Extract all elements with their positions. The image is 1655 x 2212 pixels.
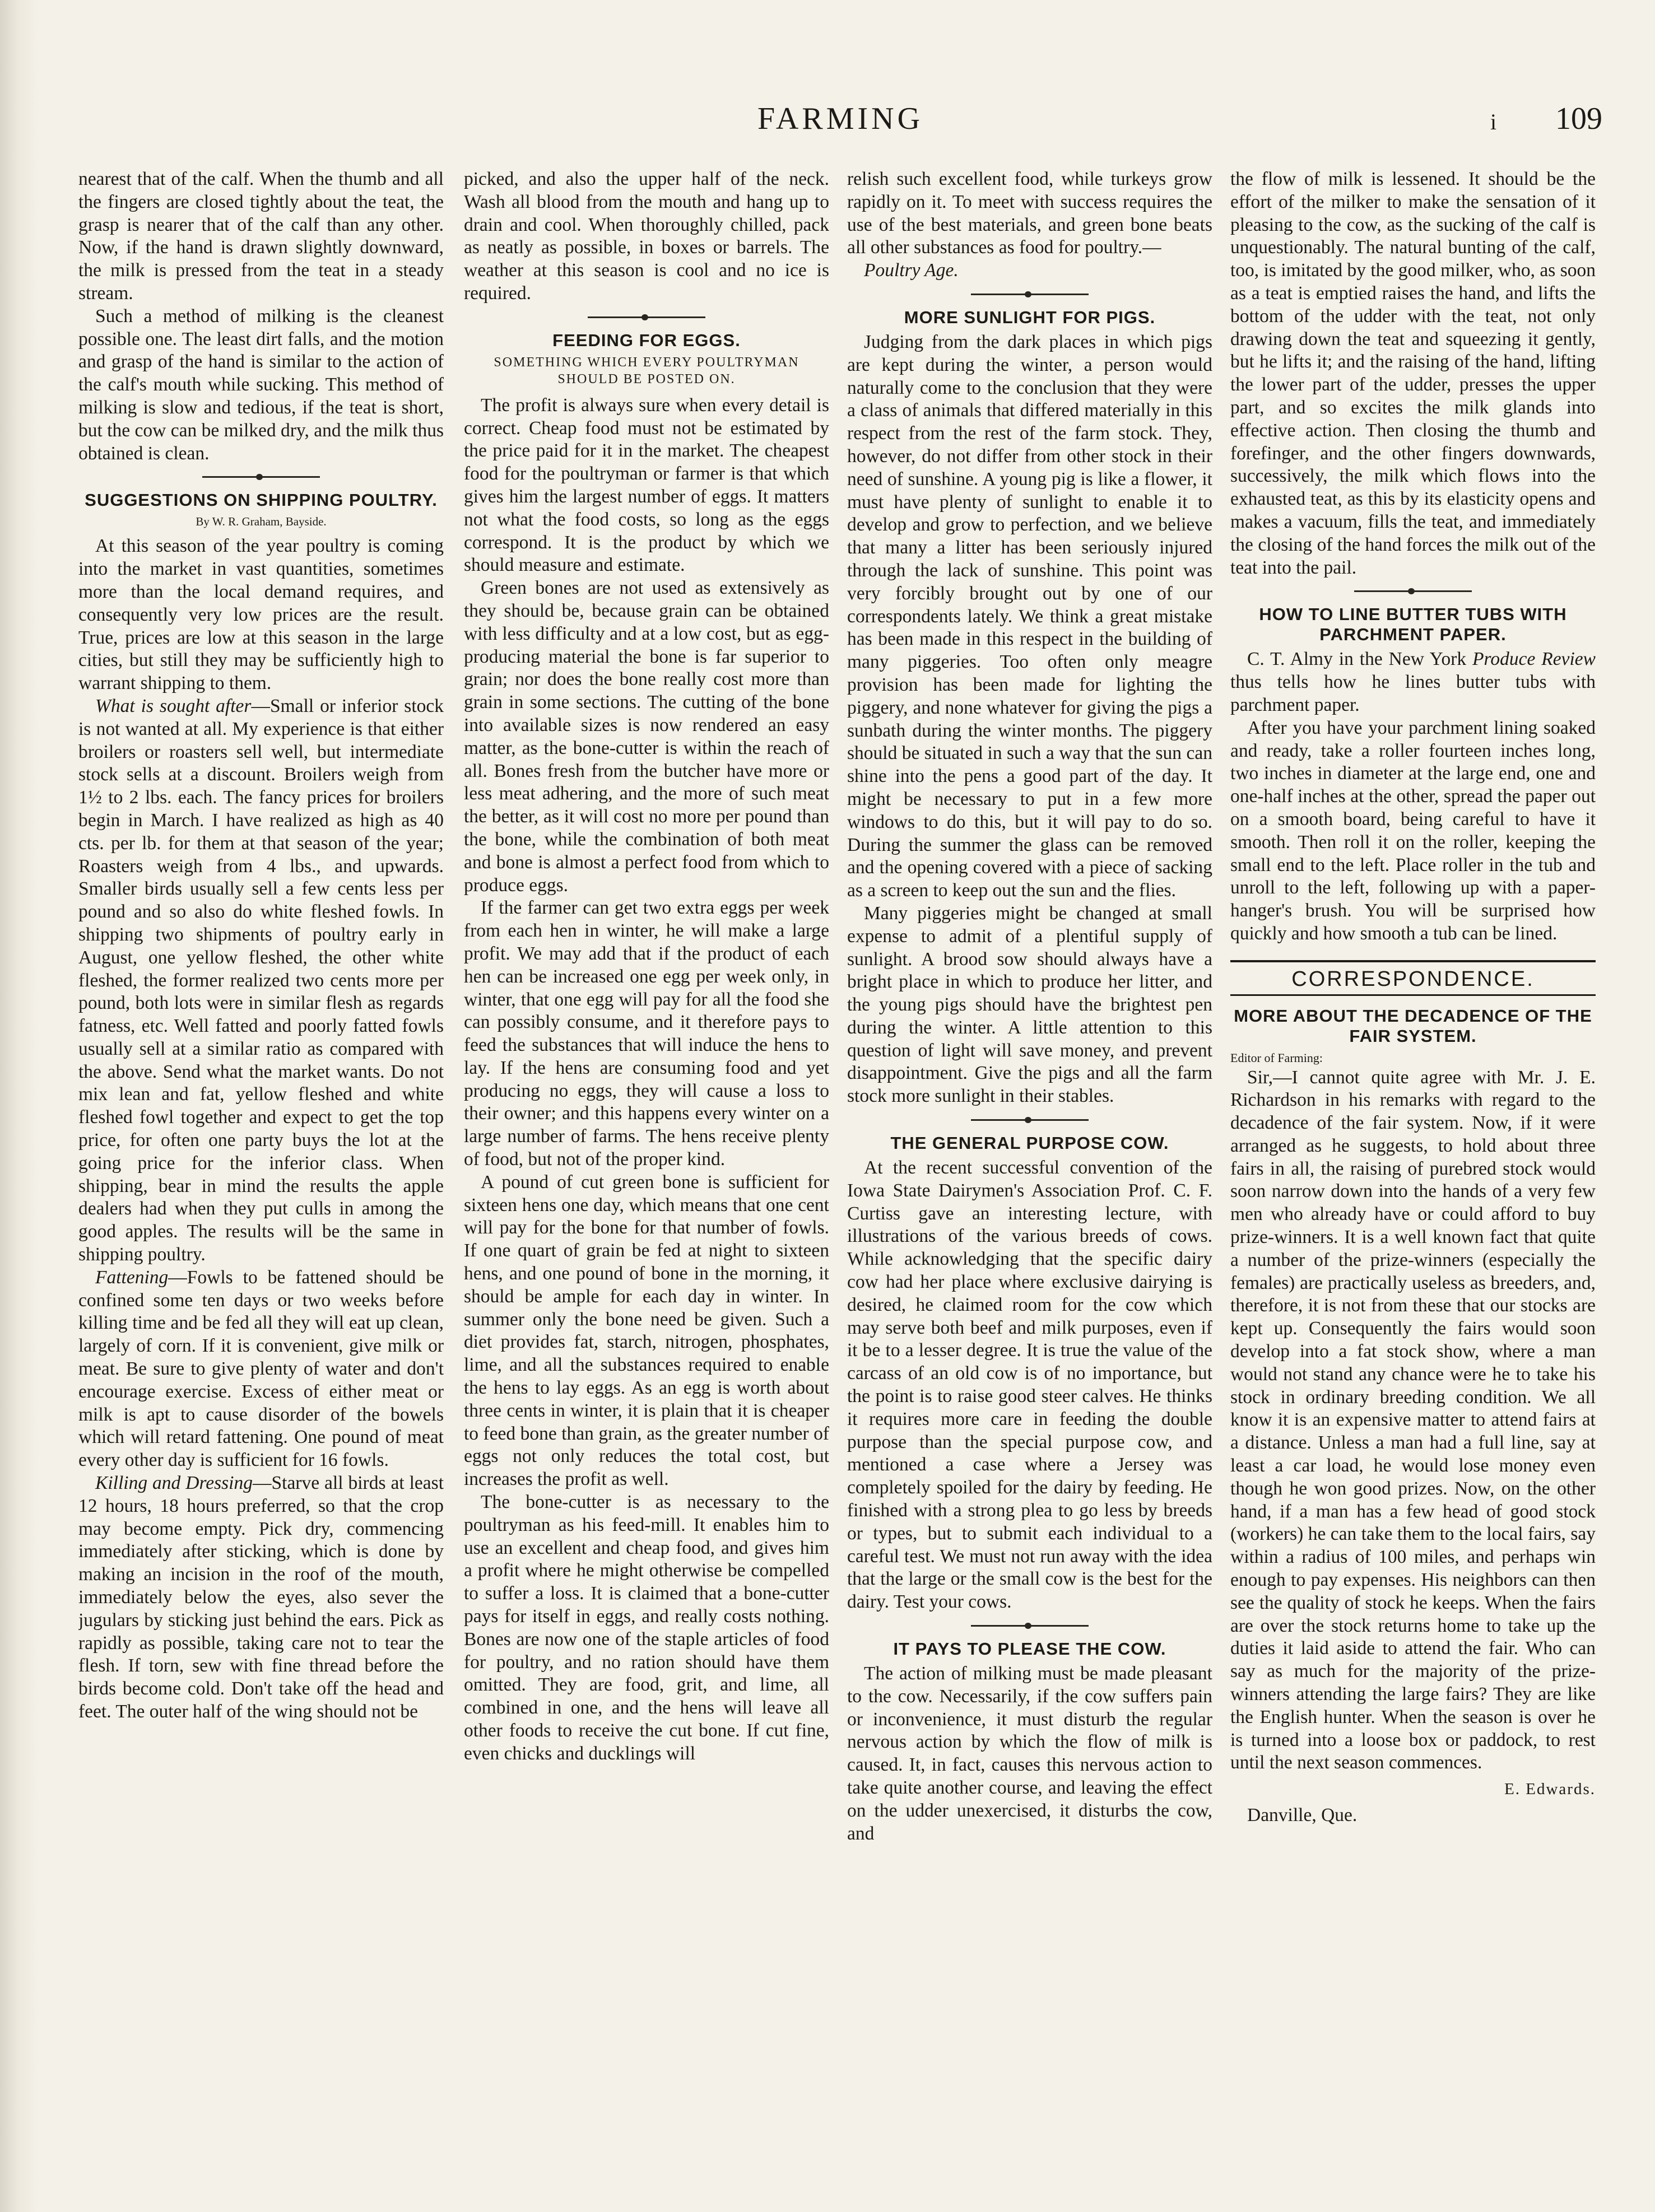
source-title: Poultry Age. (864, 260, 959, 281)
paragraph: If the farmer can get two extra eggs per week from each hen in winter, he will make a large profit. We may add that if the product of each hen can be increased one egg per week only, in winter, that one egg will pay for all the food she can possibly consume, and it therefore pays to feed the substances that will induce the hens to lay. If the hens are consuming food and yet producing no eggs, they will cause a loss to their owner; and this happens every winter on a large number of farms. The hens receive plenty of food, but not of the proper kind. (464, 897, 829, 1170)
paragraph: At the recent successful convention of the Iowa State Dairymen's Association Prof. C. F. Curtiss gave an interesting lecture, with illustrations of the various breeds of cows. While acknowledging that the specific dairy cow had her place where exclusive dairying is desired, he claimed room for the cow which may serve both beef and milk purposes, even if it be to a lesser degree. It is true the value of the carcass of an old cow is of no importance, but the point is to raise good steer calves. He thinks it requires more care in feeding the double purpose than the special purpose cow, and mentioned a case where a Jersey was completely spoiled for the dairy by feeding. He finished with a strong plea to go less by breeds or types, but to submit each individual to a careful test. We must not run away with the idea that the large or the small cow is the best for the dairy. Test your cows. (847, 1157, 1212, 1613)
source-credit (847, 259, 1212, 282)
binding-edge (0, 0, 39, 2212)
article-heading-shipping-poultry: SUGGESTIONS ON SHIPPING POULTRY. (85, 490, 438, 510)
paragraph: relish such excellent food, while turkeys grow rapidly on it. To meet with success requires the use of the best materials, and green bone beats all other substances as food for poultry.— (847, 169, 1212, 258)
signature: E. Edwards. (1504, 1780, 1596, 1799)
paragraph (1230, 648, 1596, 716)
paragraph: the flow of milk is lessened. It should be the effort of the milker to make the sensation of it pleasing to the cow, as the sucking of the calf is unquestionably. The natural bunting of the calf, too, is imitated by the good milker, who, as soon as a teat is emptied raises the hand, and lifts the bottom of the udder with the teat, not only drawing down the teat and squeezing it gently, but he lifts it; and the raising of the hand, lifting the lower part of the udder, presses the upper part, and so excites the milk glands into effective action. Then closing the thumb and forefinger, and the other fingers downwards, successively, the milk which flows into the exhausted teat, as this by its elasticity opens and makes a vacuum, fills the teat, and immediately the closing of the hand forces the milk out of the teat into the pail. (1230, 169, 1596, 578)
byline: By W. R. Graham, Bayside. (196, 515, 327, 529)
paragraph: After you have your parchment lining soaked and ready, take a roller fourteen inches long, two inches in diameter at the large end, one and one-half inches at the other, spread the paper out on a smooth board, being careful to have it smooth. Then roll it on the roller, keeping the small end to the left. Place roller in the tub and unroll to the left, following up with a paper-hanger's brush. You will be surprised how quickly and how smooth a tub can be lined. (1230, 717, 1596, 944)
paragraph-text: thus tells how he lines butter tubs with parchment paper. (1230, 672, 1596, 715)
paragraph: Such a method of milking is the cleanest possible one. The least dirt falls, and the motion and grasp of the hand is similar to the action of the calf's mouth while sucking. This method of milking is slow and tedious, if the teat is short, but the cow can be milked dry, and the milk thus obtained is clean. (78, 305, 444, 464)
article-heading-butter-tubs: HOW TO LINE BUTTER TUBS WITH PARCHMENT PAPER. (1259, 604, 1567, 645)
article-heading-sunlight-pigs: MORE SUNLIGHT FOR PIGS. (904, 307, 1156, 327)
section-divider (971, 1625, 1089, 1627)
paragraph (78, 1266, 444, 1472)
paragraph (78, 695, 444, 1266)
paragraph: nearest that of the calf. When the thumb and all the fingers are closed tightly about the teat, the grasp is nearer that of the calf than any other. Now, if the hand is drawn slightly downward, the milk is pressed from the teat in a steady stream. (78, 169, 444, 304)
section-divider (1354, 590, 1472, 592)
paragraph (78, 1472, 444, 1724)
paragraph: At this season of the year poultry is coming into the market in vast quantities, sometimes more than the local demand requires, and consequently very low prices are the result. True, prices are low at this season in the large cities, but still they may be sufficiently high to warrant shipping to them. (78, 535, 444, 694)
paragraph-text: C. T. Almy in the New York (1247, 649, 1473, 670)
paragraph: Sir,—I cannot quite agree with Mr. J. E. Richardson in his remarks with regard to the decadence of the fair system. Now, if it were arranged as he suggests, to hold about three fairs in all, the raising of purebred stock would soon narrow down into the hands of a very few men who already have or could afford to buy prize-winners. It is a well known fact that quite a number of the prize-winners (especially the females) are practically useless as breeders, and, therefore, it is not from these that our stocks are kept up. Consequently the fairs would soon develop into a fat stock show, where a man would not stand any chance were he to take his stock in ordinary breeding condition. We all know it is an expensive matter to attend fairs at a distance. Unless a man had a full line, say at least a car load, he would lose money even though he won good prizes. Now, on the other hand, if a man has a few head of good stock (workers) he can take them to the local fairs, say within a radius of 100 miles, and perhaps win enough to pay expenses. His neighbors can then see the quality of stock he keeps. When the fairs are over the stock returns home to take up the duties it laid aside to attend the fair. Who can say as much for the majority of the prize-winners attending the large fairs? They are like the English hunter. When the season is over he is turned into a loose box or paddock, to rest until the next season commences. (1230, 1067, 1596, 1773)
paragraph: The bone-cutter is as necessary to the poultryman as his feed-mill. It enables him to use an excellent and cheap food, and gives him a profit where he might otherwise be compelled to suffer a loss. It is claimed that a bone-cutter pays for itself in eggs, and really costs nothing. Bones are now one of the staple articles of food for poultry, and no ration should have them omitted. They are food, grit, and lime, all combined in one, and the hens will leave all other foods to receive the cut bone. If cut fine, even chicks and ducklings will (464, 1492, 829, 1764)
run-in-label: What is sought after (95, 695, 252, 716)
run-in-label: Fattening (95, 1266, 169, 1288)
article-heading-please-the-cow: IT PAYS TO PLEASE THE COW. (893, 1639, 1166, 1659)
running-title: FARMING (757, 101, 924, 136)
section-divider (971, 294, 1089, 295)
column-1 (78, 168, 444, 2196)
run-in-label: Killing and Dressing (95, 1473, 253, 1494)
column-2 (464, 168, 829, 2196)
paragraph-text: —Small or inferior stock is not wanted at all. My experience is that either broilers or roasters sell well, but intermediate stock sells at a discount. Broilers weigh from 1½ to 2 lbs. each. The fancy prices for broilers begin in March. I have realized as high as 40 cts. per lb. for them at that season of the year; Roasters weigh from 4 lbs., and upwards. Smaller birds usually sell a few cents less per pound and so also do white fleshed fowls. In shipping two shipments of poultry early in August, one yellow fleshed, the other white fleshed, the former realized two cents more per pound, both lots were in similar flesh as regards fatness, etc. Well fatted and poorly fatted fowls usually sell at a similar ratio as compared with the above. Send what the market wants. Do not mix lean and fat, yellow fleshed and white fleshed fowl together and expect to get the top price, for often one party buys the lot at the going price for the inferior class. When shipping, bear in mind the results the apple dealers had when they put culls in among the good apples. The results will be the same in shipping poultry. (78, 695, 444, 1265)
section-divider (588, 316, 705, 318)
page-header (78, 101, 1602, 146)
publication-title: Produce Review (1472, 649, 1596, 670)
article-heading-general-purpose-cow: THE GENERAL PURPOSE COW. (890, 1133, 1169, 1153)
paragraph: Many piggeries might be changed at small expense to admit of a plentiful supply of sunlight. A brood sow should always have a bright place in which to produce her litter, and the young pigs should have the brightest pen during the winter. A little attention to this question of light will save money, and prevent disappointment. Give the pigs and all the farm stock more sunlight in their stables. (847, 902, 1212, 1107)
section-divider (971, 1119, 1089, 1121)
paragraph: picked, and also the upper half of the neck. Wash all blood from the mouth and hang up to drain and cool. When thoroughly chilled, pack as neatly as possible, in boxes or barrels. The weather at this season is cool and no ice is required. (464, 169, 829, 304)
paragraph: The action of milking must be made pleasant to the cow. Necessarily, if the cow suffers pain or inconvenience, it must disturb the regular nervous action by which the flow of milk is caused. It, in fact, causes this nervous action to take quite another course, and leaving the effect on the udder unexercised, it disturbs the cow, and (847, 1663, 1212, 1844)
column-3 (847, 168, 1212, 2196)
page-number: 109 (1555, 101, 1602, 136)
article-heading-fair-system: MORE ABOUT THE DECADENCE OF THE FAIR SYSTEM. (1234, 1005, 1592, 1046)
section-divider (202, 476, 320, 478)
dateline-place: Danville, Que. (1247, 1805, 1358, 1826)
subheading: SOMETHING WHICH EVERY POULTRYMAN SHOULD BE POSTED ON. (494, 355, 799, 386)
paragraph-text: —Fowls to be fattened should be confined some ten days or two weeks before killing time and be fed all they will eat up clean, largely of corn. If it is convenient, give milk or meat. Be sure to give plenty of water and don't encourage exercise. Excess of either meat or milk is apt to cause disorder of the bowels which will retard fattening. One pound of meat every other day is sufficient for 16 fowls. (78, 1266, 444, 1471)
paragraph-text: —Starve all birds at least 12 hours, 18 hours preferred, so that the crop may become empty. Pick dry, commencing immediately after sticking, which is done by making an incision in the roof of the mouth, immediately below the eyes, also sever the jugulars by sticking just behind the ears. Pick as rapidly as possible, taking care not to tear the flesh. If torn, sew with fine thread before the birds become cold. Don't take off the head and feet. The outer half of the wing should not be (78, 1473, 444, 1722)
article-heading-feeding-for-eggs: FEEDING FOR EGGS. (552, 330, 741, 350)
header-mark: i (1490, 109, 1497, 134)
paragraph: A pound of cut green bone is sufficient for sixteen hens one day, which means that one cent will pay for the bone for that number of fowls. If one quart of grain be fed at night to sixteen hens, and one pound of bone in the morning, it should be ample for each day in winter. In summer only the bone need be given. Such a diet provides fat, starch, nitrogen, phosphates, lime, and all the substances required to enable the hens to lay eggs. As an egg is worth about three cents in winter, it is plain that it is cheaper to feed bone than grain, as the greater number of eggs not only reduces the total cost, but increases the profit as well. (464, 1171, 829, 1490)
salutation: Editor of Farming: (1230, 1050, 1323, 1065)
paragraph: Green bones are not used as extensively as they should be, because grain can be obtained with less difficulty and at a low cost, but as egg-producing material the bone is far superior to grain; nor does the bone really cost more than grain in some sections. The cutting of the bone into available sizes is now rendered an easy matter, as the bone-cutter is within the reach of all. Bones fresh from the butcher have more or less meat adhering, and the more of such meat the better, as it will cost no more per pound than the bone, while the combination of both meat and bone is almost a perfect food from which to produce eggs. (464, 578, 829, 896)
paragraph: The profit is always sure when every detail is correct. Cheap food must not be estimated by the price paid for it in the market. The cheapest food for the poultryman or farmer is that which gives him the largest number of eggs. It matters not what the food costs, so long as the eggs correspond. It is the product by which we should measure and estimate. (464, 394, 829, 576)
paragraph: Judging from the dark places in which pigs are kept during the winter, a person would naturally come to the conclusion that they were a class of animals that differed materially in this respect from the rest of the farm stock. They, however, do not differ from other stock in their need of sunshine. A young pig is like a flower, it must have plenty of sunlight to enable it to develop and grow to perfection, and we believe that many a litter has been seriously injured through the lack of sunshine. This point was very forcibly brought out by one of our correspondents lately. We think a great mistake has been made in this respect in the building of many piggeries. Too often only meagre provision has been made for lighting the piggery, and none whatever for giving the pigs a sunbath during the winter months. The piggery should be situated in such a way that the sun can shine into the pens a good part of the day. It might be necessary to put in a few more windows to do this, but it will pay to do so. During the summer the glass can be removed and the opening covered with a piece of sacking as a screen to keep out the sun and the flies. (847, 331, 1212, 901)
column-4 (1230, 168, 1596, 2196)
correspondence-banner: CORRESPONDENCE. (1230, 960, 1596, 996)
